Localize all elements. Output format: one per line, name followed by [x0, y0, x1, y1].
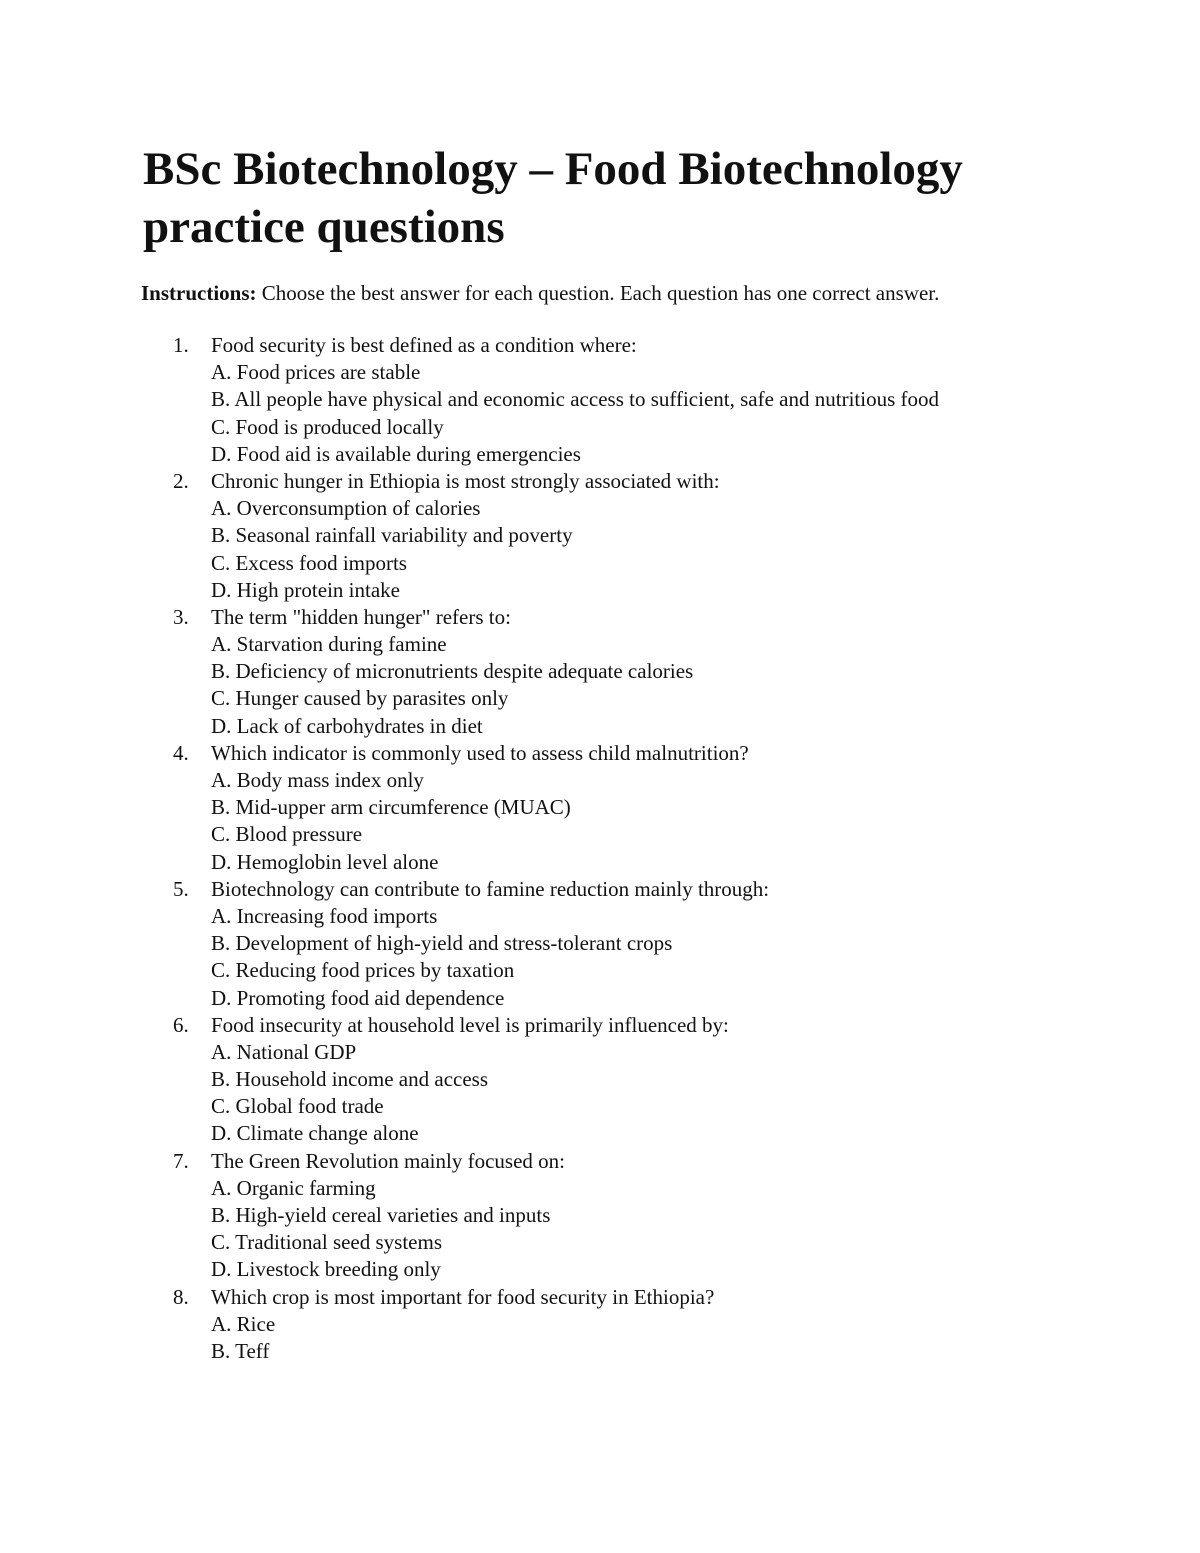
question-text: The Green Revolution mainly focused on:	[211, 1148, 565, 1173]
answer-option-line	[0, 577, 1200, 604]
question-text: Food security is best defined as a condition where:	[211, 333, 637, 357]
page-title: BSc Biotechnology – Food Biotechnology practice questions	[143, 143, 963, 253]
question-text: Food insecurity at household level is primarily influenced by:	[211, 1012, 729, 1037]
answer-option-line	[0, 1311, 1200, 1338]
question-number: 3.	[173, 604, 189, 629]
answer-option-line	[0, 1175, 1200, 1202]
question-number: 7.	[173, 1148, 189, 1173]
answer-option: D. Hemoglobin level alone	[211, 849, 439, 874]
answer-option: D. Lack of carbohydrates in diet	[211, 713, 483, 738]
question-text: Which indicator is commonly used to assess child malnutrition?	[211, 740, 749, 765]
question-item	[0, 604, 1200, 740]
answer-option-line	[0, 550, 1200, 577]
answer-option-line	[0, 794, 1200, 821]
answer-option: C. Excess food imports	[211, 550, 407, 575]
answer-option: C. Global food trade	[211, 1094, 384, 1119]
question-line	[0, 876, 1200, 903]
question-number: 4.	[173, 740, 189, 765]
question-line	[0, 332, 1200, 359]
question-number: 2.	[173, 468, 189, 493]
answer-option: D. Livestock breeding only	[211, 1257, 441, 1282]
answer-option-line	[0, 658, 1200, 685]
answer-option-line	[0, 957, 1200, 984]
question-item	[0, 1012, 1200, 1148]
answer-option-line	[0, 495, 1200, 522]
question-line	[0, 604, 1200, 631]
answer-option: D. High protein intake	[211, 577, 400, 602]
answer-option-line	[0, 767, 1200, 794]
answer-option-line	[0, 713, 1200, 740]
answer-option-line	[0, 1066, 1200, 1093]
answer-option: B. Household income and access	[211, 1067, 489, 1092]
question-number: 1.	[173, 333, 189, 357]
answer-option: B. Deficiency of micronutrients despite adequate calories	[211, 659, 694, 684]
answer-option: A. Increasing food imports	[211, 903, 438, 928]
question-item	[0, 468, 1200, 604]
question-text: The term "hidden hunger" refers to:	[211, 604, 511, 629]
answer-option-line	[0, 1093, 1200, 1120]
answer-option: B. All people have physical and economic access to sufficient, safe and nutritious food	[211, 387, 939, 412]
answer-option-line	[0, 386, 1200, 413]
answer-option-line	[0, 1039, 1200, 1066]
question-line	[0, 1148, 1200, 1175]
answer-option: A. Body mass index only	[211, 768, 424, 792]
answer-option: A. National GDP	[211, 1039, 357, 1064]
answer-option: B. Seasonal rainfall variability and poverty	[211, 523, 573, 548]
question-line	[0, 468, 1200, 495]
answer-option: A. Overconsumption of calories	[211, 496, 481, 521]
question-text: Biotechnology can contribute to famine reduction mainly through:	[211, 876, 770, 901]
question-item	[0, 1148, 1200, 1284]
answer-option: C. Hunger caused by parasites only	[211, 686, 509, 711]
question-line	[0, 740, 1200, 767]
answer-option-line	[0, 522, 1200, 549]
question-number: 6.	[173, 1012, 189, 1037]
instructions-label: Instructions:	[141, 281, 257, 305]
question-text: Which crop is most important for food security in Ethiopia?	[211, 1284, 715, 1309]
answer-option-line	[0, 985, 1200, 1012]
question-list	[0, 332, 1200, 1365]
answer-option: B. High-yield cereal varieties and inputs	[211, 1203, 551, 1227]
question-item	[0, 876, 1200, 1012]
answer-option-line	[0, 1338, 1200, 1365]
answer-option: D. Climate change alone	[211, 1121, 419, 1146]
answer-option: C. Traditional seed systems	[211, 1230, 443, 1255]
answer-option-line	[0, 631, 1200, 658]
question-text: Chronic hunger in Ethiopia is most strongly associated with:	[211, 468, 720, 493]
question-item	[0, 740, 1200, 876]
answer-option: D. Promoting food aid dependence	[211, 985, 505, 1010]
answer-option: B. Mid-upper arm circumference (MUAC)	[211, 795, 571, 820]
answer-option-line	[0, 1120, 1200, 1147]
question-item	[0, 1284, 1200, 1366]
answer-option: C. Food is produced locally	[211, 414, 444, 439]
answer-option-line	[0, 414, 1200, 441]
answer-option-line	[0, 903, 1200, 930]
answer-option-line	[0, 1202, 1200, 1229]
answer-option-line	[0, 821, 1200, 848]
answer-option-line	[0, 685, 1200, 712]
answer-option: A. Starvation during famine	[211, 632, 447, 657]
question-number: 5.	[173, 876, 189, 901]
answer-option: C. Blood pressure	[211, 822, 363, 847]
question-line	[0, 1012, 1200, 1039]
answer-option: D. Food aid is available during emergencies	[211, 441, 581, 466]
question-line	[0, 1284, 1200, 1311]
answer-option: B. Teff	[211, 1338, 270, 1363]
answer-option: A. Organic farming	[211, 1175, 376, 1200]
answer-option-line	[0, 441, 1200, 468]
answer-option-line	[0, 930, 1200, 957]
answer-option-line	[0, 1256, 1200, 1283]
answer-option-line	[0, 359, 1200, 386]
answer-option: B. Development of high-yield and stress-tolerant crops	[211, 931, 673, 956]
answer-option: A. Rice	[211, 1311, 276, 1336]
instructions-text: Choose the best answer for each question. Each question has one correct answer.	[261, 281, 940, 305]
answer-option: C. Reducing food prices by taxation	[211, 958, 515, 983]
answer-option: A. Food prices are stable	[211, 360, 421, 385]
answer-option-line	[0, 849, 1200, 876]
instructions	[141, 279, 1141, 307]
answer-option-line	[0, 1229, 1200, 1256]
question-number: 8.	[173, 1284, 189, 1309]
question-item	[0, 332, 1200, 468]
